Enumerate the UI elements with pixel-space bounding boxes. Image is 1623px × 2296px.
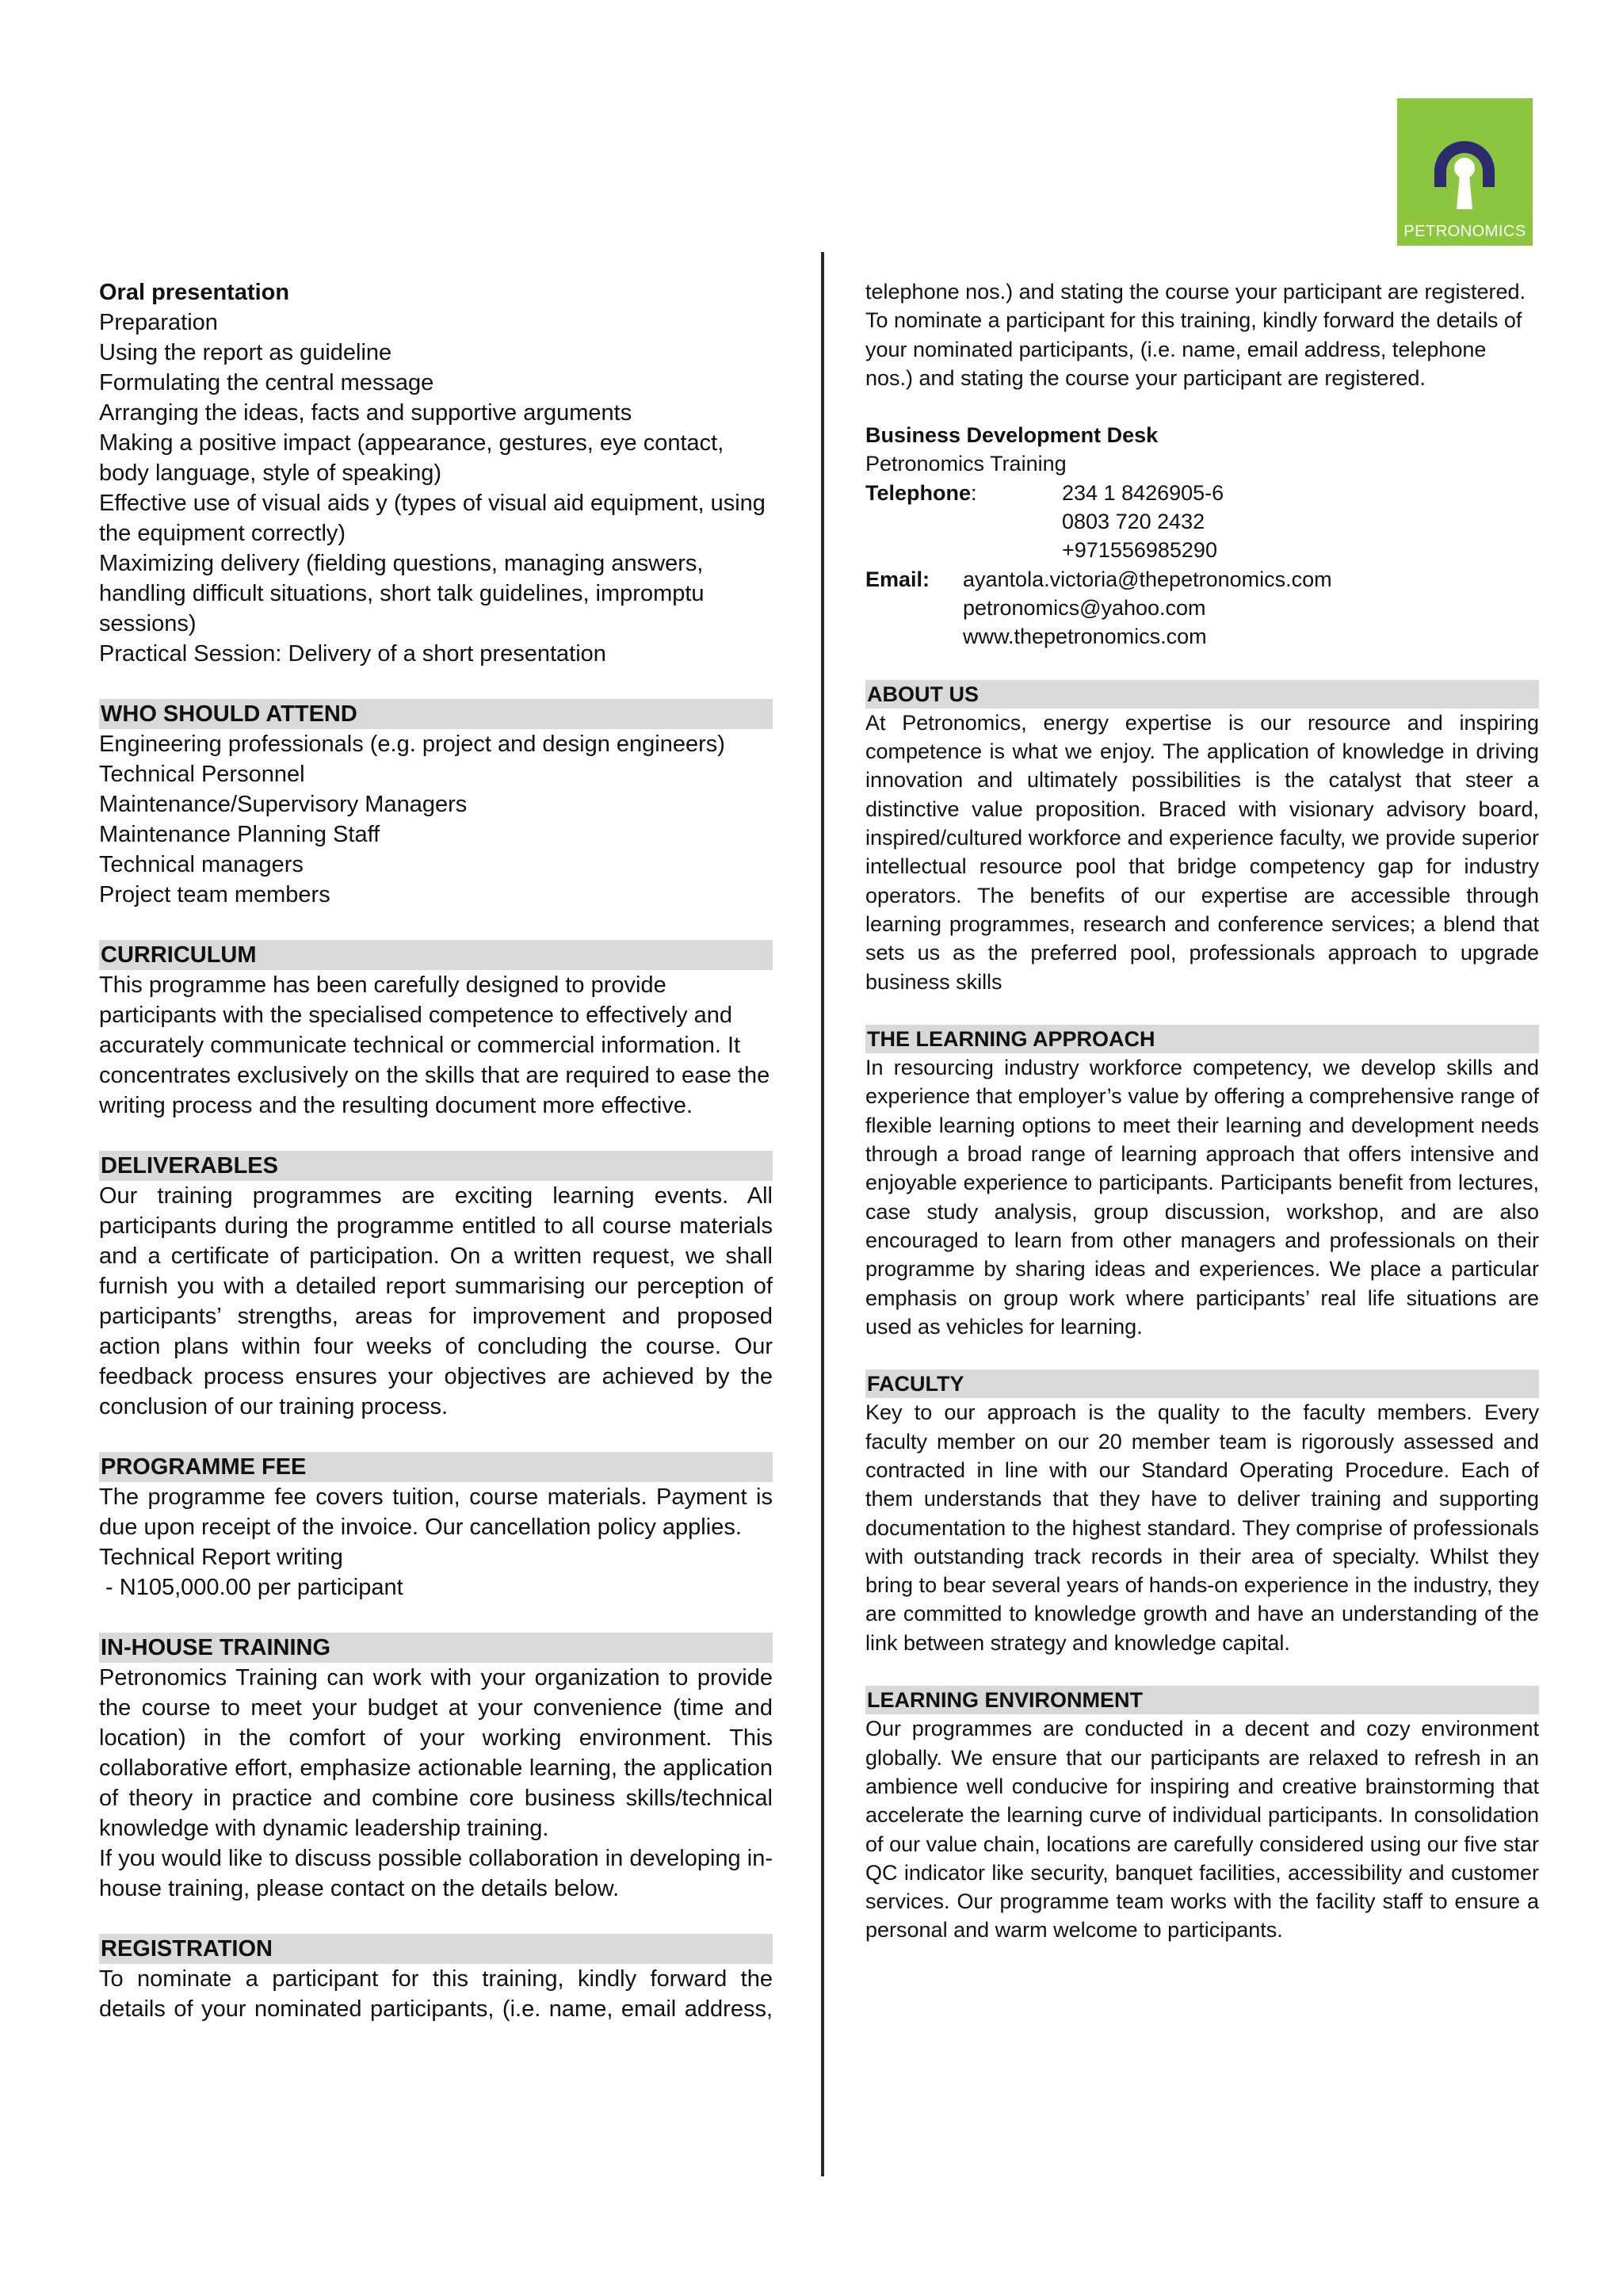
column-divider (821, 252, 824, 2176)
registration-text: To nominate a participant for this training, kindly forward the details of your nominated participants, (i.e. name, email address, (99, 1966, 773, 2022)
who-should-attend-heading: WHO SHOULD ATTEND (99, 699, 773, 729)
learning-approach-heading: THE LEARNING APPROACH (865, 1025, 1539, 1053)
curriculum-heading: CURRICULUM (99, 940, 773, 970)
oral-item: Using the report as guideline (99, 340, 392, 365)
programme-fee-text: The programme fee covers tuition, course materials. Payment is due upon receipt of the invoice. Our cancellation policy applies. (99, 1484, 773, 1540)
audience-item: Maintenance/Supervisory Managers (99, 792, 468, 817)
learning-environment-text: Our programmes are conducted in a decent and cozy environment globally. We ensure that our participants are relaxed to refresh in an ambience well conducive for inspiring and creative brainstorming that accelerate the learning curve of individual participants. In consolidation of our value chain, locations are carefully considered using our five star QC indicator like security, banquet facilities, accessibility and customer services. Our programme team works with the facility staff to ensure a personal and warm welcome to participants. (865, 1717, 1539, 1943)
registration-repeat-text: To nominate a participant for this training, kindly forward the details of your nominated participants, (i.e. name, email address, telephone nos.) and stating the course your participant are registered. (865, 308, 1522, 390)
email-address[interactable]: ayantola.victoria@thepetronomics.com (963, 567, 1332, 591)
petronomics-logo (1397, 98, 1533, 246)
fee-course-name: Technical Report writing (99, 1545, 343, 1570)
curriculum-text: This programme has been carefully designed to provide participants with the specialised competence to effectively and accurately communicate technical or commercial information. It concentrates exclusively on the skills that are required to ease the writing process and the resulting document more effective. (99, 972, 770, 1118)
right-column (865, 277, 1539, 1945)
phone-number: 0803 720 2432 (1062, 510, 1205, 534)
deliverables-heading: DELIVERABLES (99, 1151, 773, 1181)
business-development-desk-title: Business Development Desk (865, 423, 1159, 448)
keyhole-arch-icon (1397, 98, 1533, 225)
oral-item: Preparation (99, 310, 218, 335)
oral-item: Maximizing delivery (fielding questions, managing answers, handling difficult situations, short talk guidelines, impromptu sessions) (99, 551, 705, 636)
in-house-contact-text: If you would like to discuss possible collaboration in developing in-house training, please contact on the details below. (99, 1846, 773, 1901)
email-row (865, 565, 1539, 594)
email-label: Email: (865, 567, 930, 591)
telephone-colon: : (971, 480, 977, 505)
telephone-label: Telephone (865, 480, 972, 505)
telephone-row (865, 479, 1539, 507)
learning-environment-heading: LEARNING ENVIRONMENT (865, 1686, 1539, 1714)
in-house-training-heading: IN-HOUSE TRAINING (99, 1633, 773, 1663)
left-column (99, 277, 773, 2024)
audience-item: Engineering professionals (e.g. project and design engineers) (99, 732, 725, 757)
registration-heading: REGISTRATION (99, 1934, 773, 1964)
oral-item: Arranging the ideas, facts and supportive arguments (99, 400, 632, 426)
fee-price: - N105,000.00 per participant (99, 1575, 403, 1600)
about-us-heading: ABOUT US (865, 680, 1539, 709)
business-development-org: Petronomics Training (865, 452, 1067, 476)
faculty-text: Key to our approach is the quality to the faculty members. Every faculty member on our 20 member team is rigorously assessed and contracted in line with our Standard Operating Procedure. Each of them understands that they have to deliver training and supporting documentation to the highest standard. They comprise of professionals with outstanding track records in their area of specialty. Whilst they bring to bear several years of hands-on experience in the industry, they are committed to knowledge growth and have an understanding of the link between strategy and knowledge capital. (865, 1400, 1539, 1655)
faculty-heading: FACULTY (865, 1370, 1539, 1398)
audience-item: Technical Personnel (99, 762, 305, 787)
in-house-training-text: Petronomics Training can work with your organization to provide the course to meet your budget at your convenience (time and location) in the comfort of your working environment. This collaborative effort, emphasize actionable learning, the application of theory in practice and combine core business skills/technical knowledge with dynamic leadership training. (99, 1665, 773, 1841)
oral-item: Effective use of visual aids y (types of visual aid equipment, using the equipment correctly) (99, 491, 766, 546)
audience-item: Technical managers (99, 852, 304, 877)
audience-item: Maintenance Planning Staff (99, 822, 380, 847)
oral-item: Formulating the central message (99, 370, 434, 395)
programme-fee-heading: PROGRAMME FEE (99, 1452, 773, 1482)
website-link[interactable]: www.thepetronomics.com (963, 625, 1207, 649)
oral-item: Practical Session: Delivery of a short presentation (99, 641, 606, 667)
registration-continued-text: telephone nos.) and stating the course your participant are registered. (865, 280, 1526, 304)
email-address[interactable]: petronomics@yahoo.com (963, 595, 1206, 620)
about-us-text: At Petronomics, energy expertise is our resource and inspiring competence is what we enjoy. The application of knowledge in driving innovation and ultimately possibilities is the catalyst that steer a distinctive value proposition. Braced with visionary advisory board, inspired/cultured workforce and experience faculty, we provide superior intellectual resource pool that bridge competency gap for industry operators. The benefits of our expertise are accessible through learning programmes, research and conference services; a blend that sets us as the preferred pool, professionals approach to upgrade business skills (865, 710, 1539, 994)
telephone-label-group (865, 479, 1062, 507)
audience-item: Project team members (99, 882, 330, 907)
phone-number: 234 1 8426905-6 (1062, 480, 1224, 505)
learning-approach-text: In resourcing industry workforce competency, we develop skills and experience that employer’s value by offering a comprehensive range of flexible learning options to meet their learning and development needs through a broad range of learning approach that offers intensive and enjoyable experience to participants. Participants benefit from lectures, case study analysis, group discussion, workshop, and are also encouraged to learn from other managers and professionals on their programme by sharing ideas and experiences. We place a particular emphasis on group work where participants’ real life situations are used as vehicles for learning. (865, 1056, 1539, 1339)
deliverables-text: Our training programmes are exciting learning events. All participants during the programme entitled to all course materials and a certificate of participation. On a written request, we shall furnish you with a detailed report summarising our perception of participants’ strengths, areas for improvement and proposed action plans within four weeks of concluding the course. Our feedback process ensures your objectives are achieved by the conclusion of our training process. (99, 1183, 773, 1419)
oral-item: Making a positive impact (appearance, gestures, eye contact, body language, style of speaking) (99, 430, 724, 486)
logo-text: PETRONOMICS (1403, 223, 1526, 240)
oral-presentation-title: Oral presentation (99, 280, 290, 305)
phone-number: +971556985290 (1062, 538, 1217, 563)
